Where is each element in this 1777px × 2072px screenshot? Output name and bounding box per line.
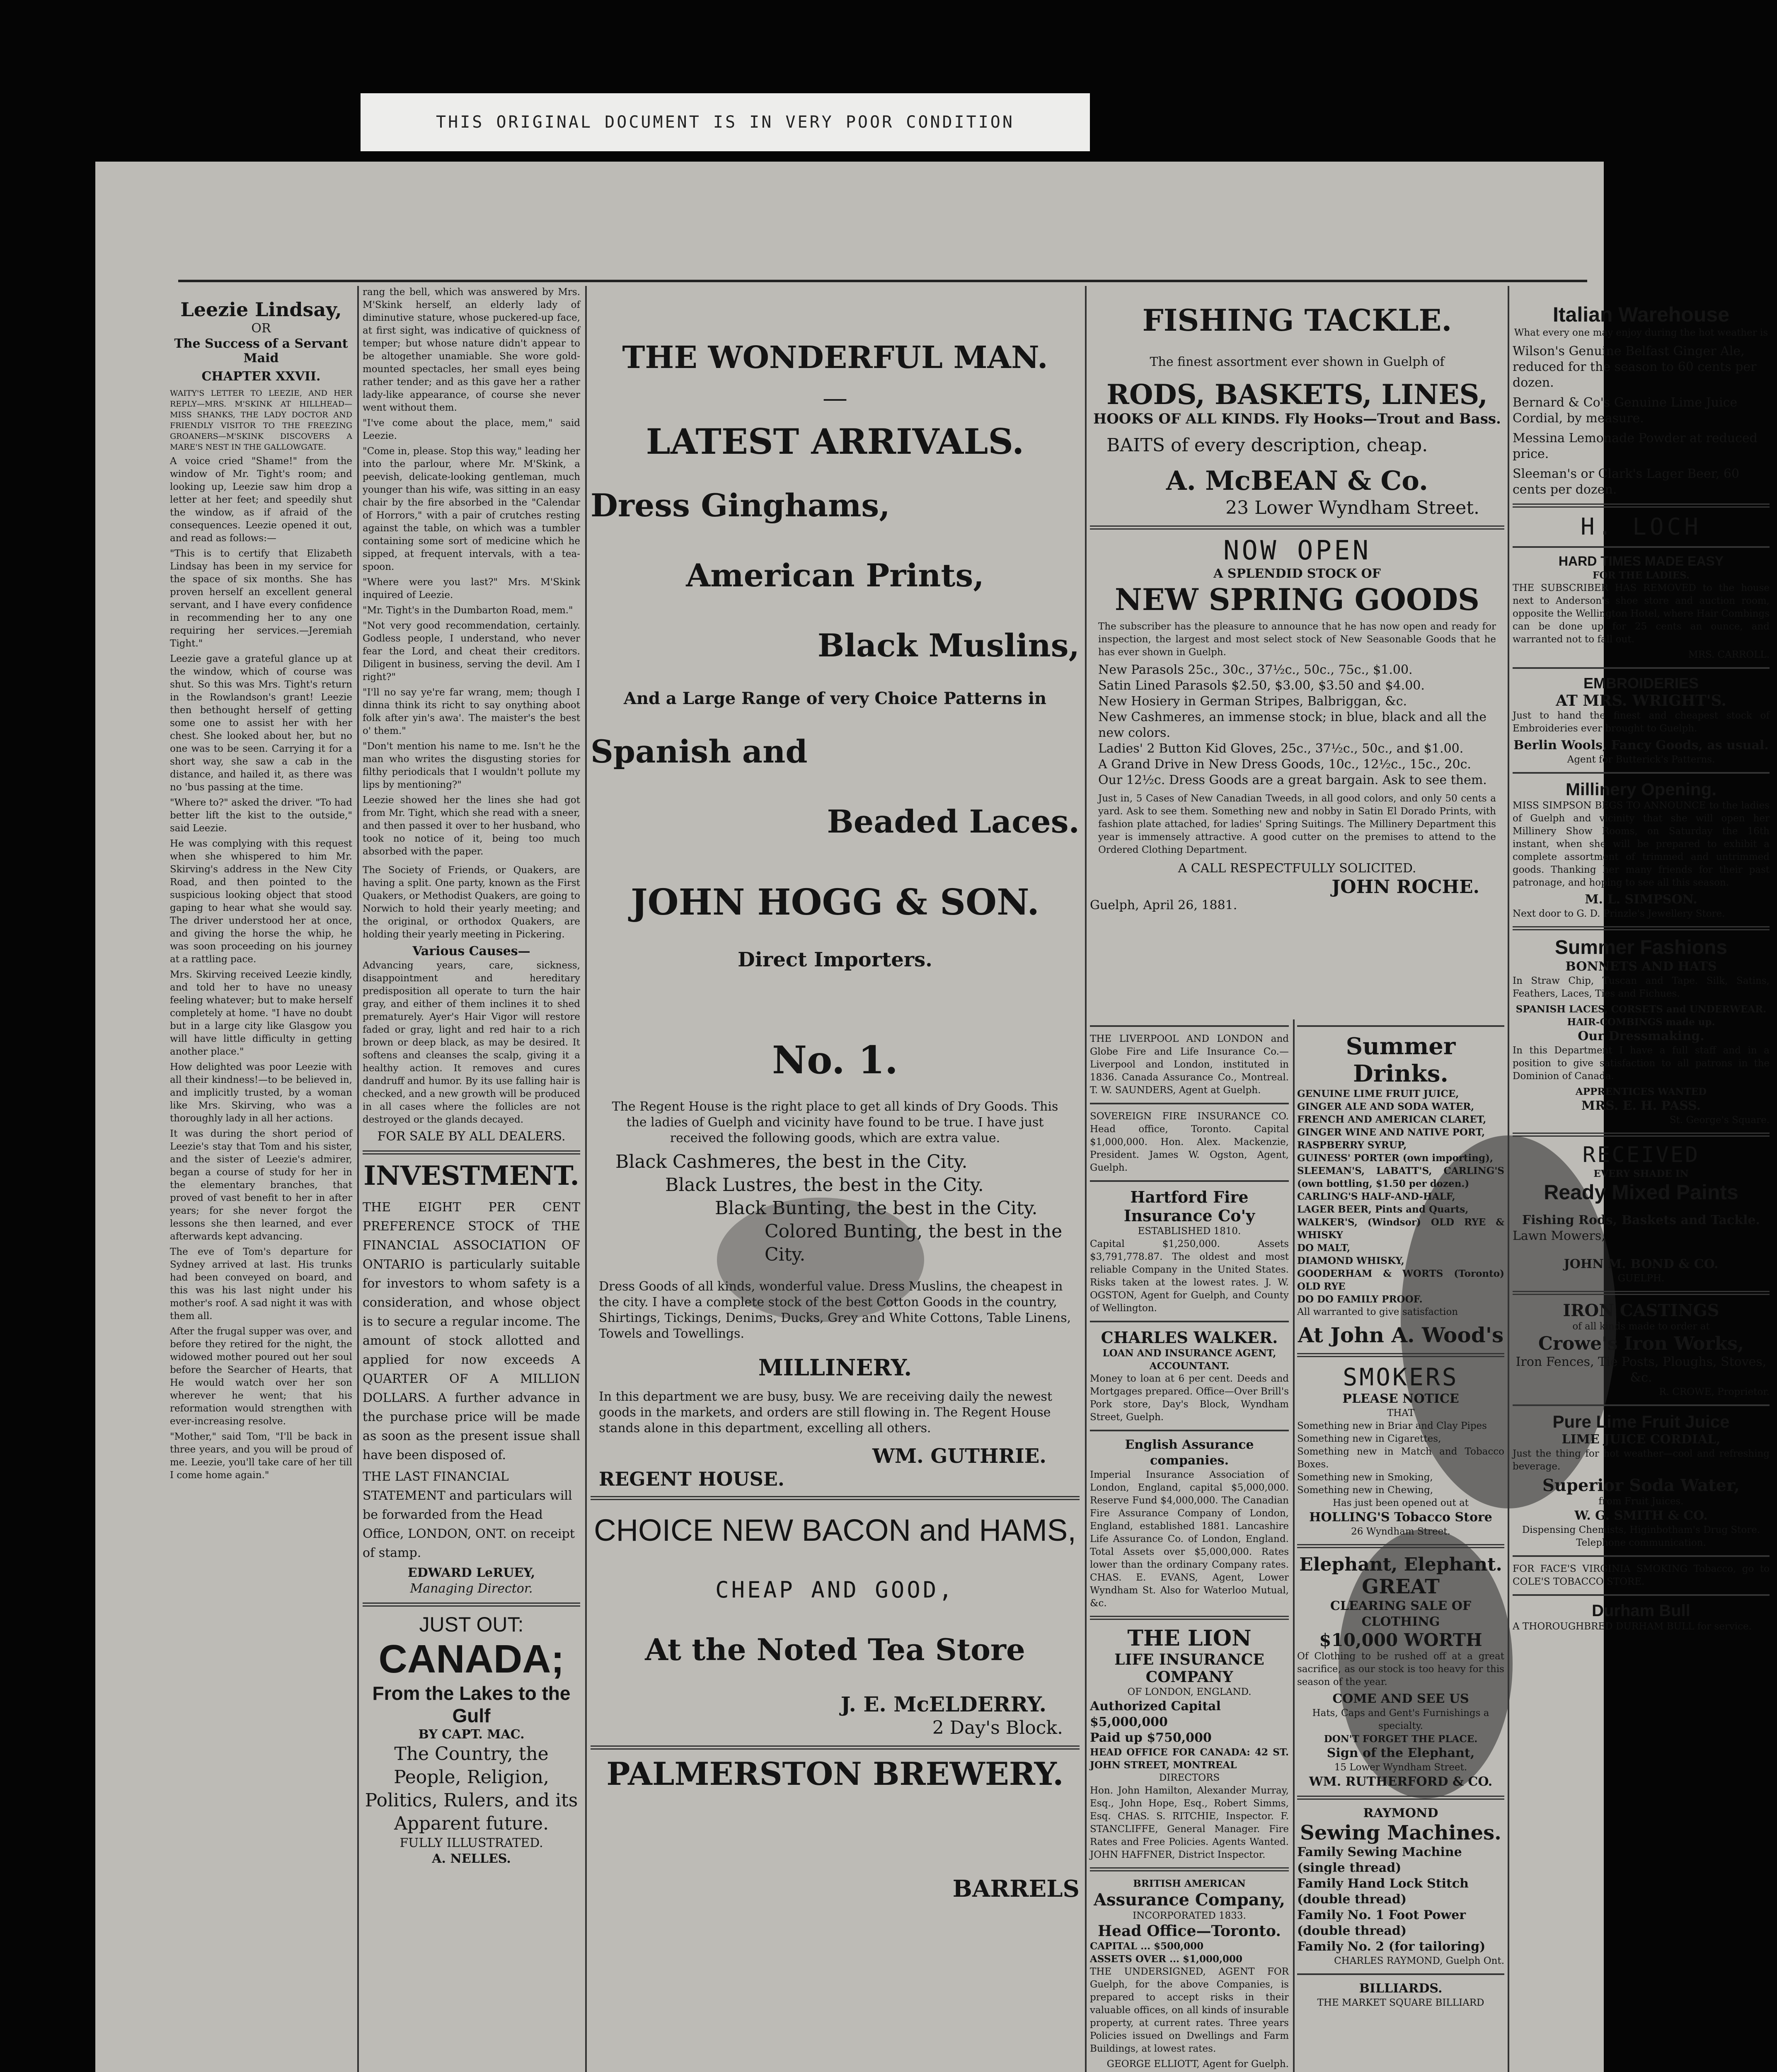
- clearing-body: Of Clothing to be rushed off at a great sacrifice, as our stock is too heavy for this season of the year.: [1297, 1651, 1504, 1687]
- durham-bull: Durham Bull: [1592, 1602, 1690, 1620]
- smith-co: W. G. SMITH & CO.: [1574, 1508, 1708, 1523]
- bond-guelph: GUELPH.: [1617, 1273, 1665, 1284]
- raymond: RAYMOND: [1363, 1806, 1438, 1820]
- ready-mixed-paints: Ready Mixed Paints: [1544, 1181, 1738, 1204]
- condition-notice: THIS ORIGINAL DOCUMENT IS IN VERY POOR CONDITION: [361, 93, 1090, 151]
- mcelderry: J. E. McELDERRY.: [840, 1692, 1046, 1716]
- hair-vigor-ad: Advancing years, care, sickness, disappointment and hereditary predisposition all operate to turn the hair gray, and either of them inclines it to shed prematurely. Ayer's Hair Vigor will restore faded or gray, light and red hair to a rich brown or deep black, as may be desired. It softens and cleanses the scalp, giving it a healthy action. It removes and cures dandruff and humor. By its use falling hair is checked, and a new growth will be produced in all cases where the follicles are not destroyed or the glands decayed.: [363, 960, 580, 1125]
- please-notice: PLEASE NOTICE: [1342, 1392, 1459, 1406]
- drink-line: LAGER BEER, Pints and Quarts,: [1297, 1204, 1469, 1215]
- lime-cordial: LIME JUICE CORDIAL,: [1562, 1432, 1721, 1447]
- hogg-firm: JOHN HOGG & SON.: [630, 881, 1040, 923]
- various-heading: Various Causes—: [412, 944, 530, 959]
- best-line: Black Bunting, the best in the City.: [715, 1198, 1038, 1219]
- canada-title: CANADA;: [378, 1637, 564, 1681]
- pure-lime: Pure Lime Fruit Juice: [1552, 1412, 1730, 1431]
- machine-line: Family Hand Lock Stitch (double thread): [1297, 1876, 1469, 1907]
- berlin-wools: Berlin Wools, Fancy Goods, as usual.: [1513, 738, 1769, 753]
- sign-address: 15 Lower Wyndham Street.: [1334, 1762, 1467, 1773]
- item-prints: American Prints,: [686, 557, 984, 594]
- ten-thousand: $10,000 WORTH: [1319, 1630, 1482, 1650]
- apprentices: APPRENTICES WANTED: [1575, 1086, 1707, 1097]
- virginia: FOR FACE'S VIRGINIA SMOKING Tobacco, go to COLE'S TOBACCO STORE.: [1513, 1564, 1770, 1587]
- machine-line: Family Sewing Machine (single thread): [1297, 1845, 1462, 1875]
- chapter-synopsis: WAITY'S LETTER TO LEEZIE, AND HER REPLY—MRS. M'SKINK AT HILLHEAD—MISS SHANKS, THE LADY DOCTOR AND FRIENDLY VISITOR TO THE FREEZING GROANERS—M'SKINK DISCOVERS A MARE'S NEST IN THE GALLOWGATE.: [170, 389, 352, 452]
- iron-sub: of all kinds made to order at: [1572, 1321, 1710, 1332]
- story-paragraph: After the frugal supper was over, and before they retired for the night, the widowed mother poured out her soul before the Searcher of Hearts, that He would watch over her son wherever he went; that his reformation would strengthen with ever-increasing resolve.: [170, 1326, 352, 1427]
- sewing-machines: Sewing Machines.: [1300, 1821, 1501, 1844]
- italian-line: Bernard & Co's Genuine Lime Juice Cordial, by measure.: [1513, 395, 1738, 426]
- column-rule: [357, 286, 359, 2072]
- received: RECEIVED: [1582, 1143, 1700, 1167]
- newspaper-page: [95, 162, 1770, 2072]
- spring-item: New Cashmeres, an immense stock; in blue, black and all the new colors.: [1098, 710, 1486, 740]
- canada-agent: A. NELLES.: [432, 1852, 511, 1866]
- column-shops: [1513, 286, 1770, 2072]
- english-title: English Assurance companies.: [1125, 1438, 1254, 1468]
- dont-forget: DON'T FORGET THE PLACE.: [1324, 1733, 1478, 1745]
- range-line: And a Large Range of very Choice Patterns in: [623, 689, 1047, 708]
- mrs-wright: AT MRS. WRIGHT'S.: [1556, 692, 1726, 709]
- story-paragraph: "I've come about the place, mem," said Leezie.: [363, 418, 580, 441]
- column-rule: [585, 286, 587, 2072]
- italian-line: What every one may enjoy during the hot weather is: [1514, 327, 1768, 338]
- best-line: Colored Bunting, the best in the City.: [765, 1221, 1063, 1265]
- story-paragraph: "I'll no say ye're far wrang, mem; though I dinna think its richt to say onything aboot folk after yin's awa'. The maister's the best o' them.": [363, 687, 580, 736]
- investment-title: INVESTMENT.: [363, 1160, 579, 1191]
- telephone: Telephone communication.: [1576, 1537, 1706, 1548]
- millinery-opening: Millinery Opening.: [1565, 779, 1717, 799]
- liverpool-ad: THE LIVERPOOL AND LONDON and Globe Fire and Life Insurance Co.—Liverpool and London, instituted in 1836. Canada Assurance Co., Montreal. T. W. SAUNDERS, Agent at Guelph.: [1090, 1034, 1289, 1096]
- drink-line: CARLING'S HALF-AND-HALF,: [1297, 1191, 1455, 1202]
- splendid-stock: A SPLENDID STOCK OF: [1213, 566, 1381, 581]
- capital-line: CAPITAL ... $500,000: [1090, 1941, 1204, 1952]
- our-dressmaking: Our Dressmaking.: [1578, 1029, 1704, 1043]
- days-block: 2 Day's Block.: [932, 1717, 1063, 1738]
- mrs-pass: MRS. E. H. PASS.: [1581, 1099, 1701, 1113]
- story-paragraph: How delighted was poor Leezie with all their kindness!—to be believed in, and implicitly trusted, by a woman like Mrs. Skirving, who was a thoroughly lady in all her actions.: [170, 1062, 352, 1124]
- drink-line: GOODERHAM & WORTS (Toronto) OLD RYE: [1297, 1268, 1504, 1292]
- column-rule: [1085, 286, 1087, 2072]
- dress-goods: Dress Goods of all kinds, wonderful value. Dress Muslins, the cheapest in the city. I have a complete stock of the best Cotton Goods in the country, Shirtings, Tickings, Denims, Ducks, Grey and White Cottons, Table Linens, Towels and Towellings.: [599, 1279, 1071, 1341]
- bonnets-body: In Straw Chip, Tuscan and Tape. Silk, Satins, Feathers, Laces, Ties and Fichues.: [1513, 975, 1770, 999]
- column-insurance: [1090, 1019, 1289, 2072]
- bacon-heading: CHOICE NEW BACON and HAMS,: [594, 1513, 1076, 1547]
- story-title: Leezie Lindsay,: [180, 298, 342, 321]
- lion-directors: DIRECTORS: [1159, 1772, 1220, 1783]
- canada-illustrated: FULLY ILLUSTRATED.: [399, 1836, 543, 1850]
- fishing-rods: Fishing Rods, Baskets and Tackle.: [1522, 1213, 1760, 1227]
- soda-water: Superior Soda Water,: [1542, 1476, 1740, 1495]
- drink-line: GUINESS' PORTER (own importing),: [1297, 1152, 1494, 1164]
- soda-from: from Fruit Juices.: [1598, 1496, 1684, 1507]
- bonnets: BONNETS AND HATS: [1565, 959, 1717, 974]
- baits-line: BAITS of every description, cheap.: [1106, 435, 1428, 456]
- respectfully: A CALL RESPECTFULLY SOLICITED.: [1178, 861, 1416, 876]
- ba-agent: GEORGE ELLIOTT, Agent for Guelph.: [1106, 2059, 1289, 2070]
- mcbean: A. McBEAN & Co.: [1166, 465, 1428, 496]
- for-ladies: FOR THE LADIES.: [1593, 570, 1690, 581]
- canada-body: The Country, the People, Religion, Politics, Rulers, and its Apparent future.: [365, 1743, 578, 1834]
- direct-importers: Direct Importers.: [738, 948, 932, 971]
- rods-baskets: RODS, BASKETS, LINES,: [1106, 378, 1488, 411]
- hartford-body: Capital $1,250,000. Assets $3,791,778.87. The oldest and most reliable Company in the United States. Risks taken at the lowest rates. J. W. OGSTON, Agent for Guelph, and County of Wellington.: [1090, 1239, 1289, 1314]
- story-paragraph: "Mr. Tight's in the Dumbarton Road, mem.": [363, 605, 573, 616]
- new-spring-goods: NEW SPRING GOODS: [1115, 582, 1479, 617]
- best-line: Black Lustres, the best in the City.: [665, 1174, 984, 1196]
- loch: H. LOCH: [1580, 513, 1702, 540]
- regent-intro: The Regent House is the right place to get all kinds of Dry Goods. This the ladies of Guelph and vicinity have found to be true. I have just received the following goods, which are extra value.: [612, 1099, 1058, 1145]
- rutherford: WM. RUTHERFORD & CO.: [1309, 1774, 1493, 1789]
- hooks-line: HOOKS OF ALL KINDS. Fly Hooks—Trout and Bass.: [1093, 411, 1501, 427]
- column-rule: [1508, 286, 1509, 2072]
- walker-body: Money to loan at 6 per cent. Deeds and Mortgages prepared. Office—Over Brill's Pork store, Day's Block, Wyndham Street, Guelph.: [1090, 1373, 1289, 1423]
- loch-body: THE SUBSCRIBER HAS REMOVED to the house next to Anderson's shoe store and auction room, opposite the Wellington Hotel, where Hair Combings can be done up for 25 cents an ounce, and warranted not to fall out.: [1513, 583, 1770, 645]
- italian-line: Sleeman's or Clark's Lager Beer, 60 cents per dozen.: [1513, 467, 1740, 497]
- hollings: HOLLING'S Tobacco Store: [1309, 1510, 1492, 1525]
- raymond-sign: CHARLES RAYMOND, Guelph Ont.: [1334, 1956, 1504, 1966]
- canada-subtitle: From the Lakes to the Gulf: [372, 1682, 571, 1726]
- spring-note: Just in, 5 Cases of New Canadian Tweeds, in all good colors, and only 50 cents a yard. Ask to see them. Something new and nobby in Satin El Dorado Prints, with fashion plate attached, for ladies' Spring Suitings. The Millinery Department this year is immensely attractive. A good cutter on the premises to attend to the Ordered Clothing Department.: [1098, 793, 1496, 855]
- story-paragraph: "This is to certify that Elizabeth Lindsay has been in my service for the space of six months. She has proven herself an excellent general servant, and I have every confidence in recommending her to any one requiring her services.—Jeremiah Tight.": [170, 548, 352, 649]
- spanish-laces: SPANISH LACES, CORSETS and UNDERWEAR.: [1516, 1004, 1767, 1015]
- lion-body: Hon. John Hamilton, Alexander Murray, Esq., John Hope, Esq., Robert Simms, Esq. CHAS. S. RITCHIE, Inspector. F. STANCLIFFE, General Manager. Fire Rates and Free Policies. Agents Wanted. JOHN HAFFNER, District Inspector.: [1090, 1785, 1289, 1860]
- simpson-body: MISS SIMPSON BEGS TO ANNOUNCE to the ladies of Guelph and vicinity that she will open her Millinery Show Rooms, on Saturday the 16th instant, when she will be prepared to exhibit a complete assortment of trimmed and untrimmed goods. Thanking her many friends for their past patronage, and hoping to see all this season.: [1513, 800, 1770, 888]
- story-paragraph: He was complying with this request when she whispered to him Mr. Skirving's address in the New City Road, and then pointed to the suspicious looking object that stood gaping to hear what she would say. The driver understood her at once, and giving the horse the whip, he was soon proceeding on his journey at a rattling pace.: [170, 838, 352, 965]
- just-out: JUST OUT:: [419, 1613, 524, 1636]
- spring-item: Satin Lined Parasols $2.50, $3.00, $3.50 and $4.00.: [1098, 678, 1425, 693]
- finest-line: The finest assortment ever shown in Guelph of: [1150, 355, 1445, 369]
- machine-line: Family No. 2 (for tailoring): [1297, 1939, 1486, 1954]
- investment-role: Managing Director.: [410, 1581, 533, 1596]
- drink-line: All warranted to give satisfaction: [1297, 1307, 1458, 1317]
- drink-line: WALKER'S, (Windsor) OLD RYE & WHISKY: [1297, 1217, 1504, 1241]
- story-paragraph: "Not very good recommendation, certainly. Godless people, I understand, who never fear the Lord, and cheat their creditors. Diligent in business, serving the devil. Am I right?": [363, 620, 580, 683]
- italian-line: Messina Lemonade Powder at reduced price.: [1513, 431, 1758, 461]
- drink-line: DIAMOND WHISKY,: [1297, 1255, 1404, 1266]
- italian-line: Wilson's Genuine Belfast Ginger Ale, reduced for the season to 60 cents per dozen.: [1513, 344, 1757, 390]
- british-american: BRITISH AMERICAN: [1133, 1878, 1246, 1889]
- barrels: BARRELS: [952, 1875, 1080, 1903]
- walker-sub: LOAN AND INSURANCE AGENT, ACCOUNTANT.: [1102, 1348, 1276, 1372]
- thoroughbred: A THOROUGHBRED DURHAM BULL for service.: [1513, 1621, 1752, 1632]
- drink-line: GINGER ALE AND SODA WATER,: [1297, 1101, 1474, 1112]
- column-story-continued: [363, 286, 580, 2072]
- millinery-heading: MILLINERY.: [758, 1354, 912, 1381]
- column-serial-story: [170, 286, 352, 2072]
- smokers-line: Something new in Cigarettes,: [1297, 1433, 1441, 1444]
- lion-paid: Paid up $750,000: [1090, 1731, 1212, 1745]
- head-office: Head Office—Toronto.: [1098, 1922, 1281, 1940]
- summer-fashions: Summer Fashions: [1554, 937, 1728, 959]
- chapter-heading: CHAPTER XXVII.: [201, 369, 321, 384]
- smokers-line: Something new in Chewing,: [1297, 1485, 1433, 1496]
- every-shade: EVERY SHADE IN: [1593, 1168, 1689, 1179]
- no-one: No. 1.: [772, 1038, 898, 1082]
- english-body: Imperial Insurance Association of London, England, capital $5,000,000. Reserve Fund $4,000,000. The Canadian Fire Assurance Company of London, England, established 1881. Lancashire Life Assurance Co. of London, England. Total Assets over $5,000,000. Rates lower than the ordinary Company rates. CHAS. E. EVANS, Agent, Lower Wyndham St. Also for Waterloo Mutual, &c.: [1090, 1469, 1289, 1609]
- billiards-sub: THE MARKET SQUARE BILLIARD: [1317, 1997, 1484, 2008]
- item-muslins: Black Muslins,: [817, 627, 1080, 664]
- st-georges: St. George's Square.: [1669, 1115, 1770, 1126]
- iron-castings: IRON CASTINGS: [1563, 1301, 1719, 1320]
- column-dry-goods: THE WONDERFUL MAN. — LATEST ARRIVALS. Dress Ginghams, American Prints, Black Muslins, And a Large Range of very Choice Patterns in Spanish and Beaded Laces. JOHN HOGG & SON. Direct Importers. No. 1. The Regent House is the right place to get all kinds of Dry Goods. This the ladies of Guelph and vicinity have found to be true. I have just received the following goods, which are extra value. Black Cashmeres, the best in the City. Black Lustres, the best in the City. Black Bunting, the best in the City. Colored Bunting, the best in the City. Dress Goods of all kinds, wonderful value. Dress Muslins, the cheapest in the city. I have a complete stock of the best Cotton Goods in the country, Shirtings, Tickings, Denims, Ducks, Grey and White Cottons, Table Linens, Towels and Towellings. MILLINERY. In this department we are busy, busy. We are receiving daily the newest goods in the markets, and orders are still flowing in. The Regent House stands alone in this department, excelling all others. WM. GUTHRIE. REGENT HOUSE. CHOICE NEW BACON and HAMS, CHEAP AND GOOD, At the Noted Tea Store J. E. McELDERRY. 2 Day's Block. PALMERSTON BREWERY. BARRELS: [591, 340, 1080, 1903]
- item-ginghams: Dress Ginghams,: [591, 487, 890, 524]
- drink-line: SLEEMAN'S, LABATT'S, CARLING'S (own bottling, $1.50 per dozen.): [1297, 1165, 1504, 1189]
- come-and-see: COME AND SEE US: [1332, 1692, 1469, 1706]
- spring-intro: The subscriber has the pleasure to announce that he has now open and ready for inspection, the largest and most select stock of New Seasonable Goods that he has ever shown in Guelph.: [1098, 621, 1496, 658]
- noted-tea-store: At the Noted Tea Store: [645, 1632, 1025, 1667]
- smith-body: Dispensing Chemists, Higinbotham's Drug Store.: [1522, 1525, 1760, 1535]
- hair-combings: HAIR-COMBINGS made up.: [1567, 1017, 1715, 1028]
- carroll: MRS. CARROLL.: [1688, 649, 1770, 660]
- smokers-line: Something new in Briar and Clay Pipes: [1297, 1421, 1487, 1431]
- palmerston-brewery: PALMERSTON BREWERY.: [606, 1755, 1064, 1792]
- investment-body: THE EIGHT PER CENT PREFERENCE STOCK of THE FINANCIAL ASSOCIATION OF ONTARIO is particularly suitable for investors to whom safety is a consideration, and whose object is to secure a regular income. The amount of stock allotted and applied for now exceeds A QUARTER OF A MILLION DOLLARS. A further advance in the purchase price will be made as soon as the present issue shall have been disposed of.: [363, 1200, 580, 1462]
- drink-line: DO DO FAMILY PROOF.: [1297, 1294, 1423, 1305]
- story-paragraph: It was during the short period of Leezie's stay that Tom and his sister, and the sister of Leezie's admirer, began a course of study for her in the elementary branches, that proved of vast benefit to her in after years; for she never forgot the lessons she then learned, and ever afterwards kept advancing.: [170, 1128, 352, 1242]
- smokers: SMOKERS: [1343, 1363, 1459, 1391]
- opened-at: Has just been opened out at: [1332, 1498, 1469, 1508]
- incorporated: INCORPORATED 1833.: [1133, 1910, 1246, 1921]
- drink-line: GINGER WINE AND NATIVE PORT,: [1297, 1127, 1485, 1138]
- beaded-line: Beaded Laces.: [827, 803, 1080, 840]
- cordial-body: Just the thing for hot weather—cool and refreshing beverage.: [1513, 1448, 1770, 1472]
- simpson-address: Next door to G. D. Prinzle's Jewellery Store.: [1513, 908, 1725, 919]
- hartford-established: ESTABLISHED 1810.: [1138, 1226, 1241, 1237]
- elephant: Elephant, Elephant.: [1299, 1554, 1502, 1575]
- story-paragraph: "Mother," said Tom, "I'll be back in three years, and you will be proud of me. Leezie, you'll take care of her till I come home again.": [170, 1431, 352, 1481]
- spring-item: New Parasols 25c., 30c., 37½c., 50c., 75c., $1.00.: [1098, 663, 1413, 677]
- wonderful-man: THE WONDERFUL MAN.: [622, 340, 1048, 375]
- lion-sub: LIFE INSURANCE COMPANY: [1114, 1651, 1264, 1686]
- spring-item: Our 12½c. Dress Goods are a great bargain. Ask to see them.: [1098, 773, 1487, 787]
- story-paragraph: "Don't mention his name to me. Isn't he the man who writes the disgusting stories for filthy periodicals that I wouldn't pollute my lips by mentioning?": [363, 741, 580, 790]
- ba-body: THE UNDERSIGNED, AGENT FOR Guelph, for the above Companies, is prepared to accept risks in their valuable offices, on all kinds of insurable property, at current rates. Three years Policies issued on Dwellings and Farm Buildings, at lowest rates.: [1090, 1966, 1289, 2054]
- hollings-address: 26 Wyndham Street.: [1351, 1526, 1450, 1537]
- dealers-line: FOR SALE BY ALL DEALERS.: [377, 1129, 566, 1144]
- investment-signature: EDWARD LeRUEY,: [407, 1566, 535, 1580]
- assets-line: ASSETS OVER ... $1,000,000: [1090, 1953, 1243, 1965]
- crowe-works: Crowe's Iron Works,: [1538, 1333, 1744, 1354]
- spanish-line: Spanish and: [591, 733, 808, 770]
- john-bond: JOHN M. BOND & CO.: [1564, 1257, 1719, 1271]
- story-paragraph: Leezie gave a grateful glance up at the window, which of course was shut. So this was Mrs. Tight's return in the Rowlandson's grant! Leezie then bethought herself of getting some one to assist her with her chest. She looked about her, but no one was to be seen. Carrying it for a short way, she saw a cab in the distance, and hailed it, as there was no 'bus passing at the time.: [170, 654, 352, 793]
- john-roche: JOHN ROCHE.: [1332, 876, 1479, 898]
- butterick: Agent for Butterick's Patterns.: [1567, 754, 1715, 765]
- story-subtitle: The Success of a Servant Maid: [174, 336, 348, 366]
- best-line: Black Cashmeres, the best in the City.: [615, 1151, 968, 1172]
- smokers-line: Something new in Smoking,: [1297, 1472, 1433, 1483]
- machine-line: Family No. 1 Foot Power (double thread): [1297, 1908, 1466, 1938]
- dress-body: In this Department I have a full staff and in a position to give satisfaction to all patrons in the Dominion of Canada.: [1513, 1045, 1770, 1082]
- spring-item: Ladies' 2 Button Kid Gloves, 25c., 37½c., 50c., and $1.00.: [1098, 741, 1464, 756]
- story-paragraph: Leezie showed her the lines she had got from Mr. Tight, which she read with a sneer, and then passed it over to her husband, who took no notice of it, being too much absorbed with the paper.: [363, 795, 580, 857]
- lawn-mowers: Lawn Mowers,: [1513, 1229, 1605, 1243]
- drink-line: DO MALT,: [1297, 1242, 1351, 1254]
- simpson-sign: M. L. SIMPSON.: [1585, 892, 1697, 907]
- sign-of-elephant: Sign of the Elephant,: [1327, 1746, 1475, 1760]
- millinery-body: In this department we are busy, busy. We are receiving daily the newest goods in the markets, and orders are still flowing in. The Regent House stands alone in this department, excelling all others.: [599, 1389, 1053, 1435]
- drink-line: RASPBERRY SYRUP,: [1297, 1140, 1407, 1151]
- spring-item: A Grand Drive in New Dress Goods, 10c., 12½c., 15c., 20c.: [1098, 757, 1471, 772]
- assurance-title: Assurance Company,: [1093, 1890, 1286, 1910]
- investment-last: THE LAST FINANCIAL STATEMENT and particulars will be forwarded from the Head Office, LONDON, ONT. on receipt of stamp.: [363, 1469, 575, 1560]
- story-paragraph: "Come in, please. Stop this way," leading her into the parlour, where Mr. M'Skink, a peevish, delicate-looking gentleman, much younger than his wife, was sitting in an easy chair by the fire absorbed in the "Calendar of Horrors," with a pair of crutches resting against the table, on which was a tumbler containing some sort of medicine which he sipped, at frequent intervals, with a tea-spoon.: [363, 446, 580, 572]
- canada-author: BY CAPT. MAC.: [418, 1727, 525, 1742]
- hard-times: HARD TIMES MADE EASY: [1558, 554, 1724, 569]
- mcbean-address: 23 Lower Wyndham Street.: [1225, 497, 1479, 518]
- lion-office: HEAD OFFICE FOR CANADA: 42 ST. JOHN STREET, MONTREAL: [1090, 1747, 1289, 1771]
- embroideries: EMBROIDERIES: [1583, 675, 1699, 692]
- drink-line: FRENCH AND AMERICAN CLARET,: [1297, 1114, 1486, 1125]
- story-paragraph: The eve of Tom's departure for Sydney arrived at last. His trunks had been conveyed on board, and this was his last night under his mother's roof. A sad night it was with them all.: [170, 1247, 352, 1322]
- john-wood: At John A. Wood's: [1298, 1323, 1504, 1347]
- great: GREAT: [1362, 1575, 1440, 1598]
- lion-authorized: Authorized Capital $5,000,000: [1090, 1699, 1221, 1729]
- hartford-title: Hartford Fire Insurance Co'y: [1123, 1188, 1255, 1225]
- walker-title: CHARLES WALKER.: [1101, 1328, 1278, 1347]
- iron-fences: Iron Fences, Tie Posts, Ploughs, Stoves, &c.: [1516, 1355, 1767, 1385]
- column-drinks: [1297, 1019, 1504, 2072]
- guthrie-sign: WM. GUTHRIE.: [872, 1445, 1046, 1468]
- fishing-tackle: FISHING TACKLE.: [1142, 303, 1452, 338]
- masthead-rule: [178, 280, 1587, 282]
- crowe-proprietor: R. CROWE, Proprietor.: [1659, 1387, 1770, 1397]
- lion-title: THE LION: [1127, 1626, 1252, 1651]
- quakers-item: The Society of Friends, or Quakers, are having a split. One party, known as the First Quakers, or Methodist Quakers, are going to Norwich to hold their yearly meeting; and the original, or orthodox Quakers, are holding their yearly meeting in Pickering.: [363, 865, 580, 940]
- column-rule: [1293, 1019, 1295, 2072]
- lion-of: OF LONDON, ENGLAND.: [1127, 1687, 1252, 1697]
- drink-line: GENUINE LIME FRUIT JUICE,: [1297, 1088, 1459, 1099]
- story-paragraph: A voice cried "Shame!" from the window of Mr. Tight's room; and looking up, Leezie saw him drop a letter at her feet; and speedily shut the window, as if afraid of the consequences. Leezie opened it out, and read as follows:—: [170, 456, 352, 544]
- billiards: BILLIARDS.: [1359, 1981, 1443, 1996]
- sovereign-ad: SOVEREIGN FIRE INSURANCE CO. Head office, Toronto. Capital $1,000,000. Hon. Alex. Mackenzie, President. James W. Ogston, Agent, Guelph.: [1090, 1111, 1289, 1173]
- roche-date: Guelph, April 26, 1881.: [1090, 898, 1237, 913]
- that: THAT: [1387, 1408, 1415, 1418]
- story-paragraph: rang the bell, which was answered by Mrs. M'Skink herself, an elderly lady of diminutive stature, whose puckered-up face, at first sight, was indicative of quickness of temper; but whose nature didn't appear to be altogether unamiable. She wore gold-mounted spectacles, her small eyes being rather tender; and as this gave her a rather lady-like appearance, of course she never went without them.: [363, 287, 580, 413]
- regent-house: REGENT HOUSE.: [599, 1468, 784, 1490]
- story-paragraph: "Where were you last?" Mrs. M'Skink inquired of Leezie.: [363, 577, 580, 600]
- smokers-line: Something new in Match and Tobacco Boxes.: [1297, 1446, 1504, 1470]
- hats-caps: Hats, Caps and Gent's Furnishings a specialty.: [1312, 1708, 1489, 1731]
- latest-arrivals: LATEST ARRIVALS.: [646, 421, 1024, 462]
- italian-warehouse: Italian Warehouse: [1552, 303, 1730, 326]
- wright-body: Just to hand the finest and cheapest stock of Embroideries ever brought to Guelph.: [1513, 710, 1770, 734]
- summer-drinks: Summer Drinks.: [1346, 1033, 1456, 1087]
- story-paragraph: "Where to?" asked the driver. "To had better lift the kist to the outside," said Leezie.: [170, 797, 352, 834]
- spring-item: New Hosiery in German Stripes, Balbriggan, &c.: [1098, 694, 1407, 709]
- story-paragraph: Mrs. Skirving received Leezie kindly, and told her to have no uneasy feeling whatever; but to make herself completely at home. "I have no doubt but in a large city like Glasgow you will have little difficulty in getting another place.": [170, 969, 352, 1057]
- story-or: OR: [251, 321, 271, 336]
- cheap-good: CHEAP AND GOOD,: [715, 1577, 955, 1603]
- clearing-sale: CLEARING SALE OF CLOTHING: [1330, 1599, 1472, 1629]
- now-open: NOW OPEN: [1223, 535, 1371, 566]
